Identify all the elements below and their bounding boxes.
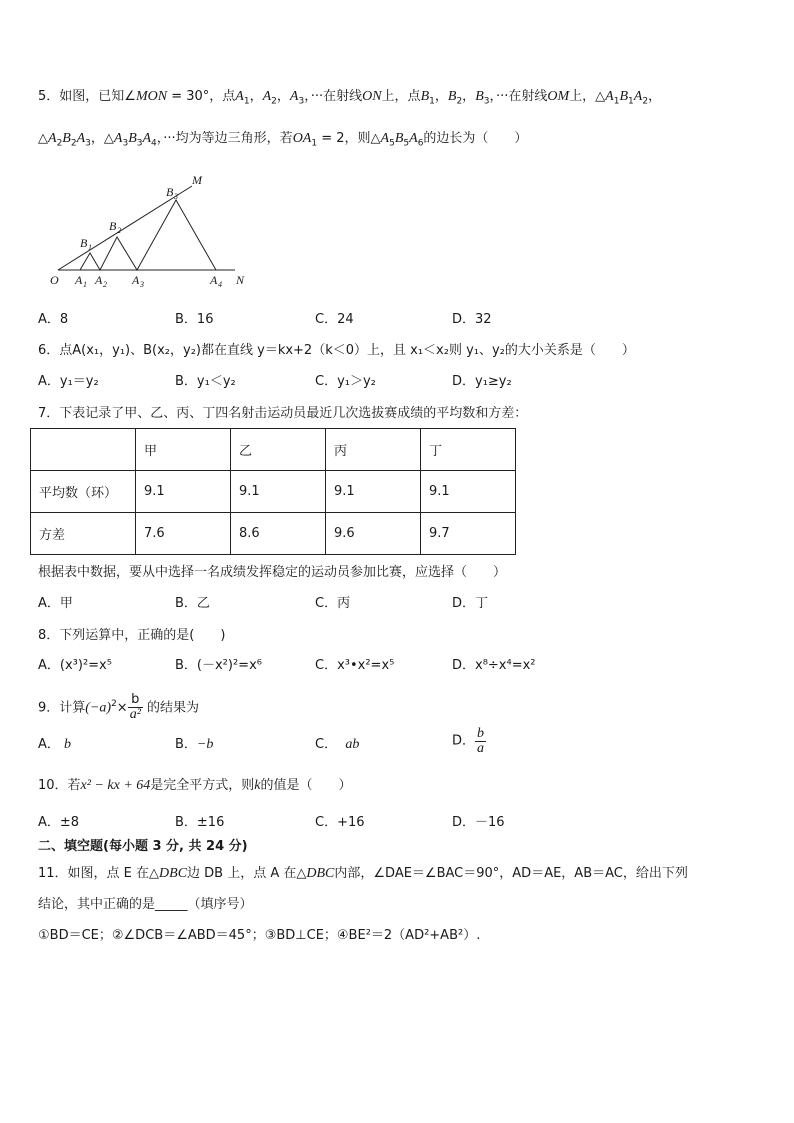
score-table: [30, 428, 516, 555]
q11-stem-line3: ①BD＝CE；②∠DCB＝∠ABD＝45°；③BD⊥CE；④BE²＝2（AD²+AB²）.: [38, 928, 481, 943]
label-b1: B: [80, 236, 88, 250]
q9-fraction: [128, 693, 143, 722]
table-cell: 8.6: [231, 513, 326, 555]
q5-figure: [40, 168, 260, 293]
q6-option-d: D．y₁≥y₂: [452, 374, 512, 389]
q7-option-b: B．乙: [175, 596, 210, 611]
table-cell: 7.6: [136, 513, 231, 555]
table-cell: 9.1: [231, 471, 326, 513]
label-a2-sub: 2: [103, 280, 107, 289]
q5-text: 5．如图，已知∠: [38, 89, 136, 104]
label-m: M: [192, 173, 202, 187]
equilateral-triangles: [80, 200, 216, 270]
q5-stem-line1: 5．如图，已知∠MON = 30°，点$A_1$，$A_2$，$A_3$，···在射线ON上，点$B_1$，$B_2$，$B_3$，···在射线OM上，$\triangle A_1B_1A_2$，: [38, 89, 662, 107]
label-a1: A: [75, 273, 83, 287]
point-b1: B: [420, 89, 430, 104]
table-cell: 平均数（环）: [31, 471, 136, 513]
q5-text: ，···在射线: [304, 89, 363, 104]
label-b2: B: [109, 219, 117, 233]
q5-text: 的边长为（ ）: [423, 131, 528, 146]
label-b3: B: [166, 185, 174, 199]
q9-stem: [38, 690, 199, 722]
table-header-cell: 丙: [326, 429, 421, 471]
q7-option-c: C．丙: [315, 596, 351, 611]
label-b1-sub: 1: [88, 243, 92, 252]
q10-text: 的值是（ ）: [260, 778, 352, 793]
q9-option-b: [175, 736, 213, 754]
table-cell: 9.1: [421, 471, 516, 513]
table-row: [31, 471, 516, 513]
q5-text: ，···均为等边三角形，若: [156, 131, 293, 146]
q6-option-c: C．y₁＞y₂: [315, 374, 376, 389]
ray-om: OM: [547, 89, 570, 104]
q9-text: 的结果为: [147, 700, 200, 716]
q8-option-a: A．(x³)²=x⁵: [38, 658, 112, 673]
q5-text: 上，△: [569, 89, 606, 104]
point-b2: B: [447, 89, 457, 104]
table-header-cell: 丁: [421, 429, 516, 471]
table-row: [31, 513, 516, 555]
q10-option-c: C．+16: [315, 815, 365, 830]
q7-option-d: D．丁: [452, 596, 489, 611]
label-a3-sub: 3: [140, 280, 144, 289]
ray-on: ON: [362, 89, 382, 104]
label-b2-sub: 2: [117, 226, 121, 235]
q6-option-a: A．y₁＝y₂: [38, 374, 99, 389]
q9-option-d: [452, 727, 486, 756]
q10-option-d: D．－16: [452, 815, 505, 830]
q8-stem: 8．下列运算中，正确的是( ): [38, 628, 226, 643]
q5-stem-line2: $\triangle A_2B_2A_3$，$\triangle A_3B_3A_4$，···均为等边三角形，若$OA_1 = 2$，则$\triangle A_5B_5A_6$的边长为（ ）: [38, 131, 528, 149]
segment-oa1: OA: [292, 131, 312, 146]
triangle-1: A: [605, 89, 614, 104]
q9-option-b-label: B．: [175, 737, 197, 752]
q9-option-a: [38, 736, 71, 754]
triangle-2: A: [48, 131, 57, 146]
point-a2: A: [262, 89, 272, 104]
q5-text: ，: [276, 89, 290, 104]
q9-exponent: 2: [111, 699, 117, 709]
point-a1: A: [235, 89, 244, 104]
q5-text: ，△: [90, 131, 114, 146]
triangle-5: A: [380, 131, 390, 146]
q9-times: ×: [116, 700, 128, 716]
table-header-cell: 甲: [136, 429, 231, 471]
q11-text: 边 DB 上，点 A 在△: [187, 866, 307, 881]
q9-option-a-value: b: [64, 737, 72, 752]
q5-option-b: B．16: [175, 312, 214, 327]
q11-stem-line2: 结论，其中正确的是_____（填序号）: [38, 897, 253, 912]
q6-option-b: B．y₁＜y₂: [175, 374, 236, 389]
q10-text: 10．若: [38, 778, 81, 793]
point-a3: A: [289, 89, 299, 104]
table-cell: 方差: [31, 513, 136, 555]
label-a3: A: [132, 273, 140, 287]
angle-name: MON: [135, 89, 168, 104]
q8-option-c: C．x³•x²=x⁵: [315, 658, 395, 673]
label-a2: A: [95, 273, 103, 287]
label-b3-sub: 3: [174, 192, 178, 201]
q6-stem: 6．点A(x₁，y₁)、B(x₂，y₂)都在直线 y＝kx+2（k＜0）上，且 x₁＜x₂则 y₁、y₂的大小关系是（ ）: [38, 343, 635, 358]
q5-text: = 30°，点: [167, 89, 236, 104]
label-o: O: [50, 273, 59, 287]
q5-text: △: [38, 131, 48, 146]
q10-k: k: [254, 778, 261, 793]
q9-option-c-value: ab: [345, 737, 360, 752]
q5-text: ，···在射线: [489, 89, 548, 104]
section-title: 二、填空题(每小题 3 分, 共 24 分): [38, 839, 248, 854]
q9-option-a-label: A．: [38, 737, 60, 752]
q5-text: ，: [434, 89, 448, 104]
triangle-dbc: DBC: [159, 866, 188, 881]
q10-expression: x² − kx + 64: [80, 778, 151, 793]
q11-stem-line1: [38, 865, 688, 883]
q5-option-c: C．24: [315, 312, 354, 327]
q9-option-d-label: D．: [452, 733, 476, 749]
q9-option-d-num: b: [477, 726, 485, 741]
q11-text: 11．如图，点 E 在△: [38, 866, 160, 881]
table-header-row: [31, 429, 516, 471]
q11-text: 内部，∠DAE＝∠BAC＝90°，AD＝AE，AB＝AC，给出下列: [334, 866, 688, 881]
label-a4: A: [210, 273, 218, 287]
q9-option-c-label: C．: [315, 737, 338, 752]
q10-option-a: A．±8: [38, 815, 80, 830]
label-a1-sub: 1: [83, 280, 87, 289]
q7-question: 根据表中数据，要从中选择一名成绩发挥稳定的运动员参加比赛，应选择（ ）: [38, 565, 507, 580]
table-header-cell: 乙: [231, 429, 326, 471]
point-b3: B: [475, 89, 484, 104]
q9-option-d-fraction: [475, 727, 486, 756]
q8-option-d: D．x⁸÷x⁴=x²: [452, 658, 536, 673]
q10-option-b: B．±16: [175, 815, 225, 830]
label-a4-sub: 4: [218, 280, 222, 289]
q5-text: ，: [462, 89, 476, 104]
q9-expression: (−a): [85, 700, 112, 716]
table-cell: 9.7: [421, 513, 516, 555]
table-cell: 9.1: [326, 471, 421, 513]
q5-option-a: A．8: [38, 312, 69, 327]
q9-fraction-num: b: [128, 693, 143, 708]
q5-text: 上，点: [381, 89, 421, 104]
triangle-3: A: [113, 131, 123, 146]
table-cell: 9.6: [326, 513, 421, 555]
q9-option-b-value: −b: [196, 737, 214, 752]
q10-text: 是完全平方式，则: [150, 778, 255, 793]
q8-option-b: B．(－x²)²=x⁶: [175, 658, 262, 673]
q9-option-d-den: a: [477, 741, 485, 756]
label-n: N: [236, 273, 245, 287]
table-header-cell: [31, 429, 136, 471]
q9-option-c: [315, 736, 359, 754]
q10-stem: [38, 777, 352, 795]
q5-text: ，: [249, 89, 263, 104]
q5-option-d: D．32: [452, 312, 492, 327]
q5-text: = 2，则△: [317, 131, 381, 146]
q9-fraction-den: a²: [129, 707, 141, 723]
triangle-dbc: DBC: [306, 866, 335, 881]
q7-option-a: A．甲: [38, 596, 73, 611]
q9-text: 9．计算: [38, 700, 86, 716]
q7-stem: 7．下表记录了甲、乙、丙、丁四名射击运动员最近几次选拔赛成绩的平均数和方差：: [38, 406, 528, 421]
table-cell: 9.1: [136, 471, 231, 513]
